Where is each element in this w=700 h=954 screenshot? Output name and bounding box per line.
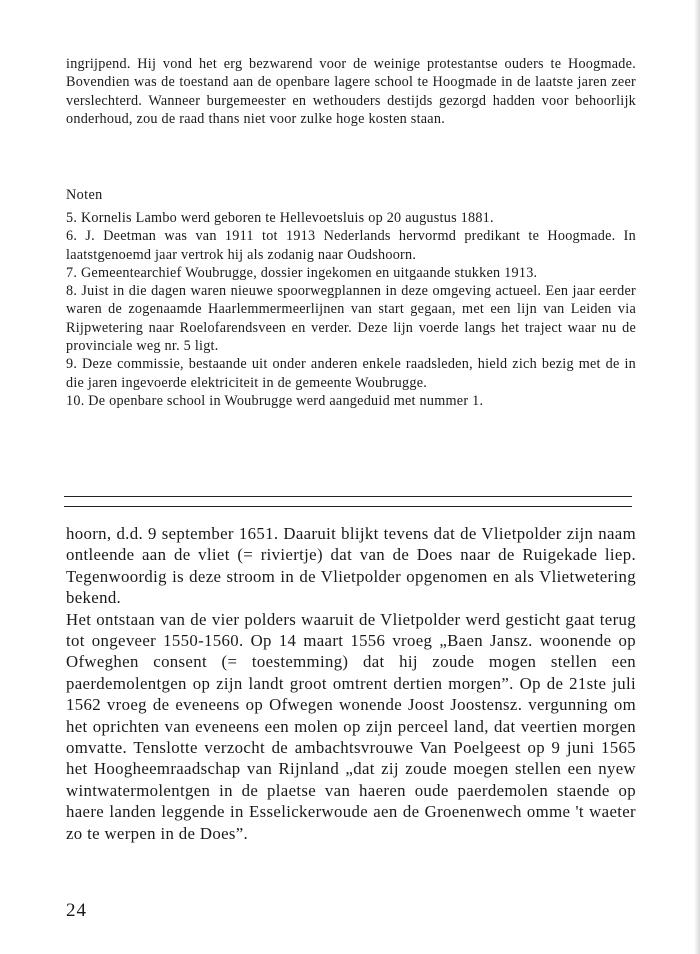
note-item: 7. Gemeentearchief Woubrugge, dossier ingekomen en uitgaande stukken 1913. <box>66 264 538 281</box>
note-item: 10. De openbare school in Woubrugge werd aangeduid met nummer 1. <box>66 392 484 409</box>
page-number: 24 <box>66 900 87 921</box>
main-paragraph: hoorn, d.d. 9 september 1651. Daaruit blijkt tevens dat de Vlietpolder zijn naam ontleende aan de vliet (= riviertje) dat van de Does naar de Ruigekade liep. Tegenwoordig is deze stroom in de Vlietpolder opgenomen en als Vlietwetering bekend. <box>66 524 636 608</box>
notes-heading: Noten <box>66 187 103 203</box>
notes-list <box>66 209 636 410</box>
main-paragraph: Het ontstaan van de vier polders waaruit de Vlietpolder werd gesticht gaat terug tot ongeveer 1550-1560. Op 14 maart 1556 vroeg „Baen Jansz. woonende op Ofweghen consent (= toestemming) dat hij zoude mogen stellen een paerdemolentgen op zijn landt groot omtrent dertien morgen”. Op de 21ste juli 1562 vroeg de eveneens op Ofwegen wonende Joost Joostensz. vergunning om het oprichten van eveneens een molen op zijn perceel land, dat veertien morgen omvatte. Tenslotte verzocht de ambachtsvrouwe Van Poelgeest op 9 juni 1565 het Hoogheemraadschap van Rijnland „dat zij zoude moegen stellen een nyew wintwatermolentgen in de plaetse van haeren oude paerdemolen staende op haere landen leggende in Esselickerwoude aen de Groenenwech omme 't waeter zo te werpen in de Does”. <box>66 609 636 843</box>
section-divider-top <box>64 496 632 497</box>
page-edge-shadow <box>694 0 700 954</box>
section-divider-bottom <box>64 506 632 507</box>
note-item: 8. Juist in die dagen waren nieuwe spoorwegplannen in deze omgeving actueel. Een jaar eerder waren de zogenaamde Haarlemmermeerlijnen van start gegaan, met een lijn van Leiden via Rijpwetering naar Roelofarendsveen en verder. Deze lijn voerde langs het traject waar nu de provinciale weg nr. 5 ligt. <box>66 283 636 355</box>
note-item: 9. Deze commissie, bestaande uit onder anderen enkele raadsleden, hield zich bezig met de in die jaren ingevoerde elektriciteit in de gemeente Woubrugge. <box>66 356 636 391</box>
main-text <box>66 523 636 844</box>
note-item: 6. J. Deetman was van 1911 tot 1913 Nederlands hervormd predikant te Hoogmade. In laatstgenoemd jaar vertrok hij als zodanig naar Oudshoorn. <box>66 228 636 263</box>
note-item: 5. Kornelis Lambo werd geboren te Hellevoetsluis op 20 augustus 1881. <box>66 210 494 226</box>
top-paragraph: ingrijpend. Hij vond het erg bezwarend voor de weinige protestantse ouders te Hoogmade. Bovendien was de toestand aan de openbare lagere school te Hoogmade in de laatste jaren zeer verslechterd. Wanneer burgemeester en wethouders destijds gezorgd hadden voor behoorlijk onderhoud, zou de raad thans niet voor zulke hoge kosten staan. <box>66 56 636 127</box>
